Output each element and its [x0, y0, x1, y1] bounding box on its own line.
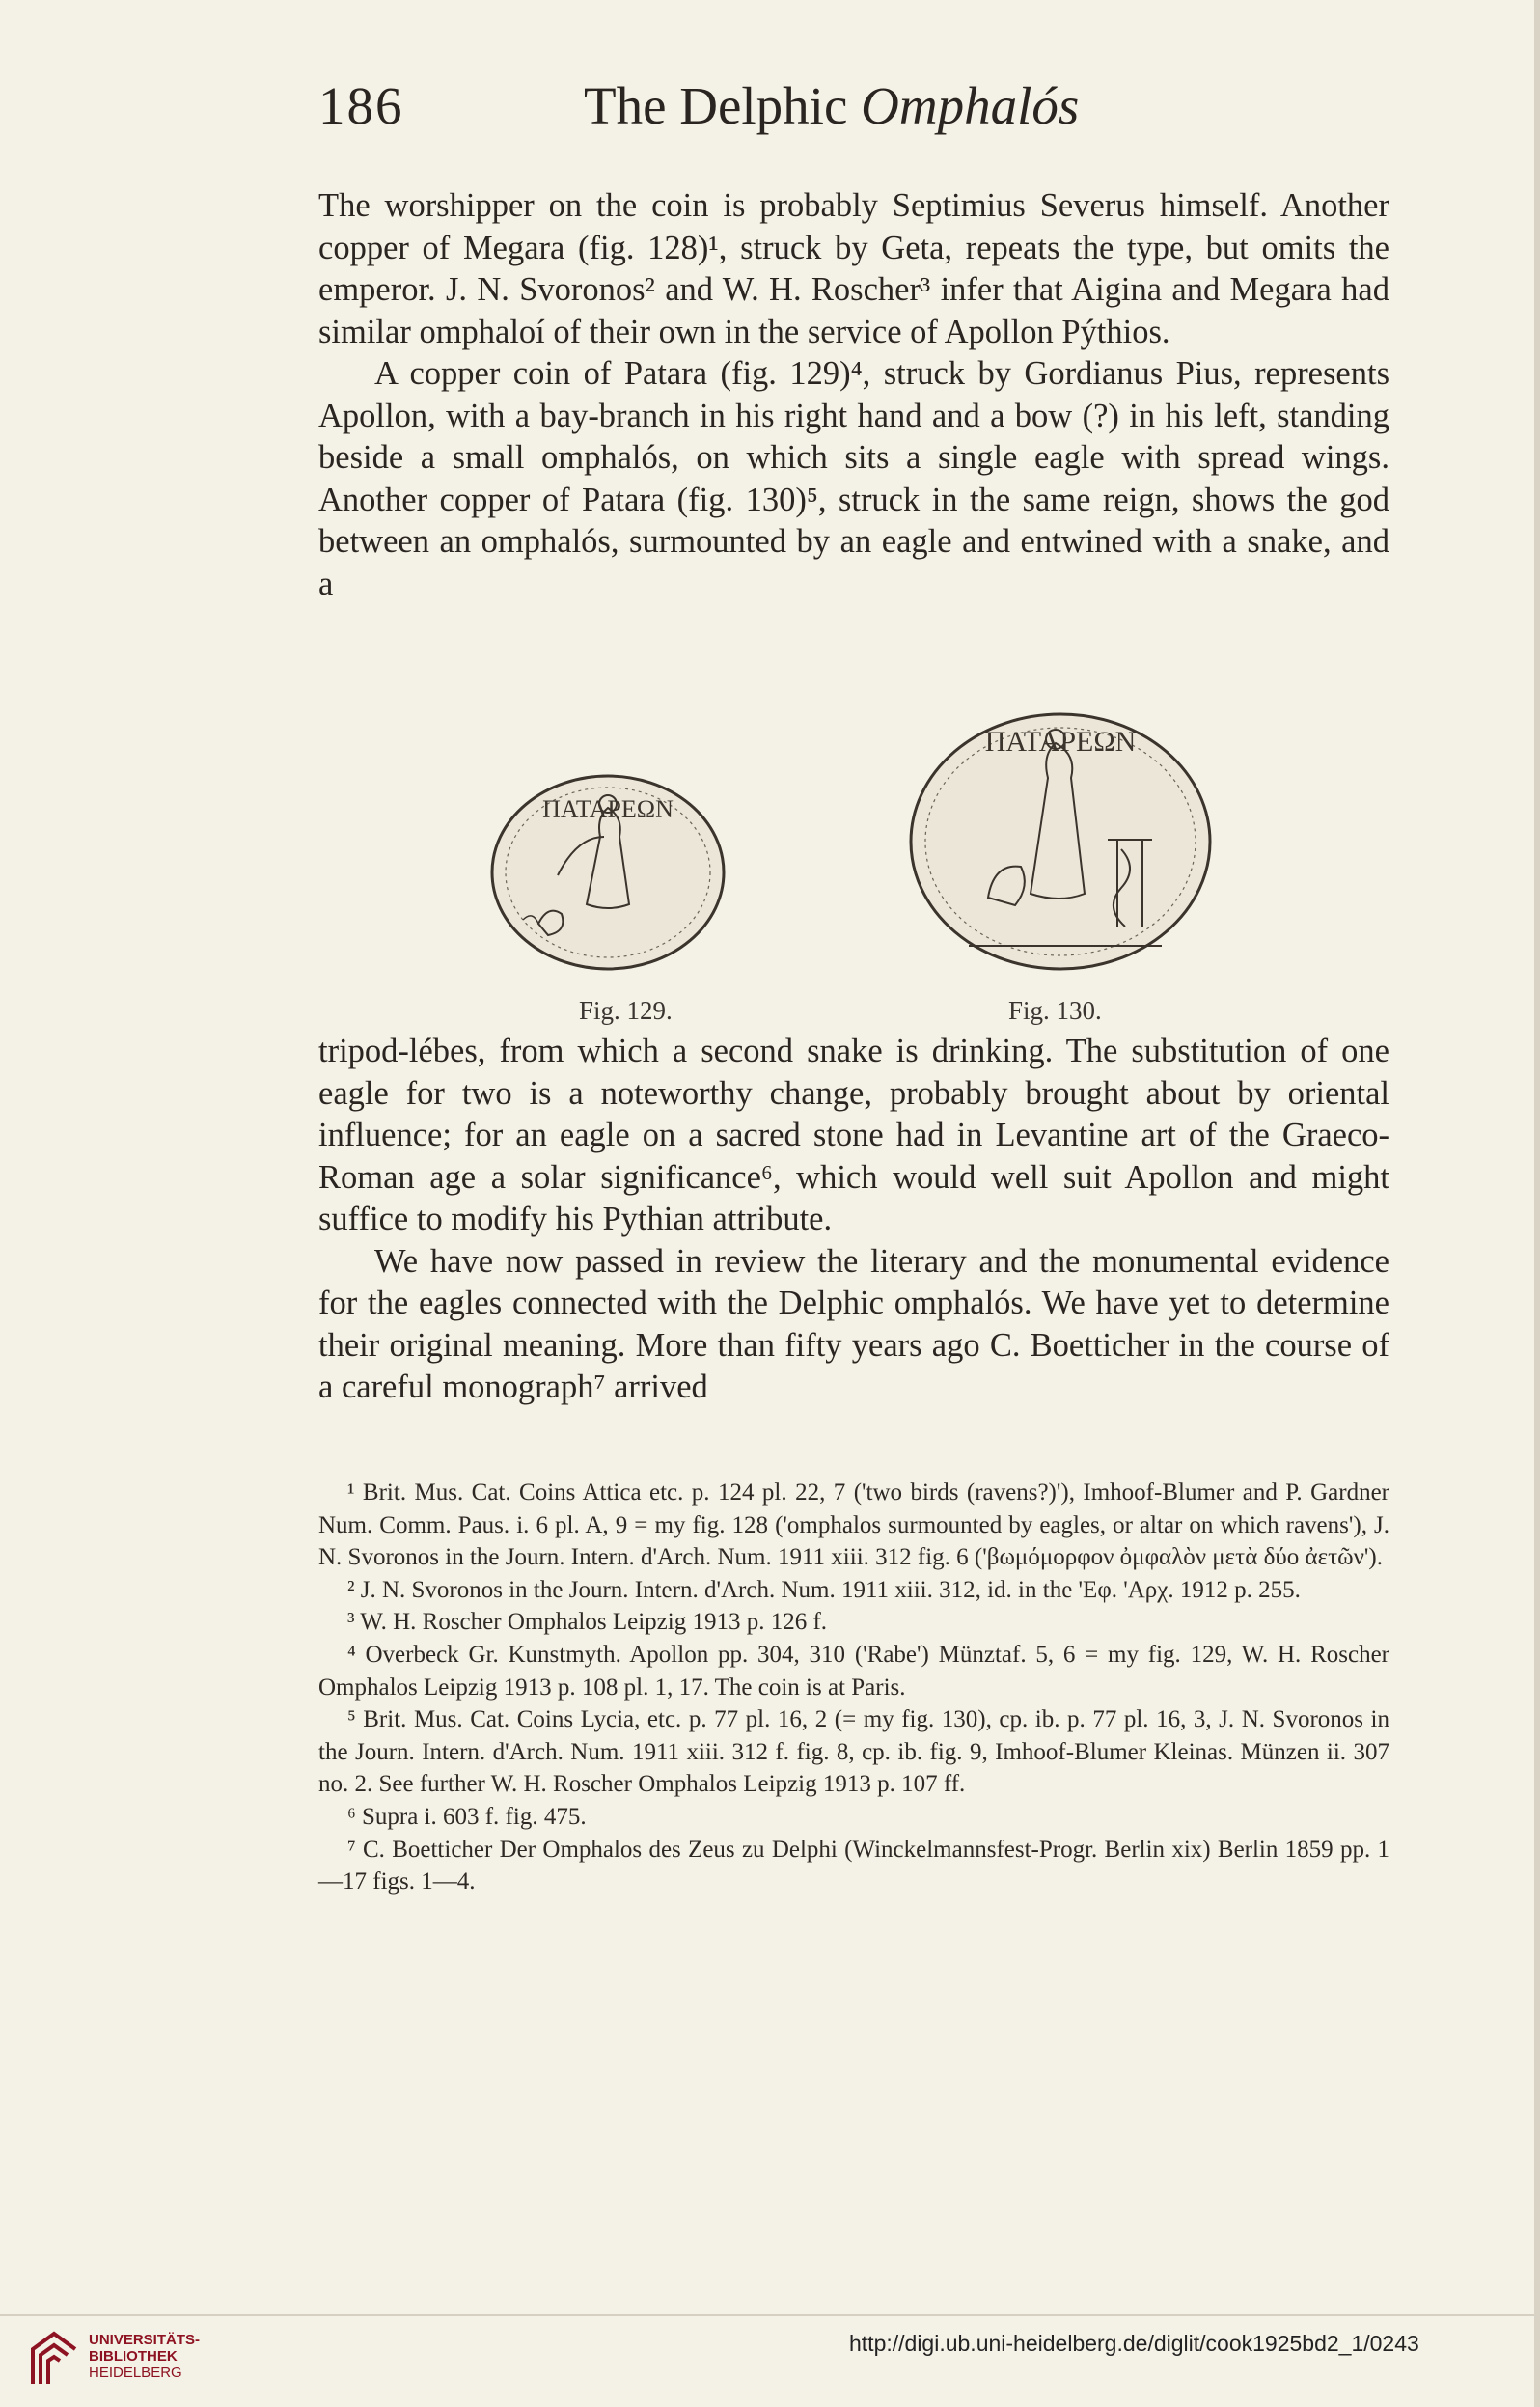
paragraph: tripod-lébes, from which a second snake is drinking. The substitution of one eagle for two is a noteworthy change, probably brought about by oriental influence; for an eagle on a sacred stone had in Levantine art of the Graeco-Roman age a solar significance⁶, which would well suit Apollon and might suffice to modify his Pythian attribute.	[318, 1033, 1389, 1237]
footnote: ² J. N. Svoronos in the Journ. Intern. d'Arch. Num. 1911 xiii. 312, id. in the 'Εφ. 'Αρχ. 1912 p. 255.	[347, 1576, 1301, 1603]
logo-line: BIBLIOTHEK	[89, 2348, 178, 2365]
logo-line: HEIDELBERG	[89, 2365, 182, 2381]
footnote: ⁴ Overbeck Gr. Kunstmyth. Apollon pp. 304, 310 ('Rabe') Münztaf. 5, 6 = my fig. 129, W. H. Roscher Omphalos Leipzig 1913 p. 108 pl. 1, 17. The coin is at Paris.	[318, 1641, 1389, 1701]
coin-legend: ΠΑΤΑΡΕΩΝ	[542, 795, 674, 823]
coin-fig-130-image	[901, 705, 1220, 980]
footnote: ³ W. H. Roscher Omphalos Leipzig 1913 p. 126 f.	[347, 1609, 828, 1636]
library-logo-text	[89, 2332, 200, 2381]
paragraph: A copper coin of Patara (fig. 129)⁴, struck by Gordianus Pius, represents Apollon, with a bay-branch in his right hand and a bow (?) in his left, standing beside a small omphalós, on which sits a single eagle with spread wings. Another copper of Patara (fig. 130)⁵, struck in the same reign, shows the god between an omphalós, surmounted by an eagle and entwined with a snake, and a	[318, 355, 1389, 602]
body-text-lower	[318, 1031, 1389, 1409]
library-logo	[29, 2326, 241, 2393]
logo-line: UNIVERSITÄTS-	[89, 2332, 201, 2348]
running-title-text: The Delphic	[584, 76, 848, 135]
footnote: ¹ Brit. Mus. Cat. Coins Attica etc. p. 124 pl. 22, 7 ('two birds (ravens?)'), Imhoof-Blumer and P. Gardner Num. Comm. Paus. i. 6 pl. A, 9 = my fig. 128 ('omphalos surmounted by eagles, or altar on which ravens'), J. N. Svoronos in the Journ. Intern. d'Arch. Num. 1911 xiii. 312 fig. 6 ('βωμόμορφον ὀμφαλὸν μετὰ δύο ἀετῶν').	[318, 1480, 1389, 1571]
library-logo-icon	[29, 2328, 79, 2388]
running-header	[318, 75, 1389, 152]
footnote: ⁶ Supra i. 603 f. fig. 475.	[347, 1803, 587, 1830]
footnote: ⁷ C. Boetticher Der Omphalos des Zeus zu Delphi (Winckelmannsfest-Progr. Berlin xix) Berlin 1859 pp. 1—17 figs. 1—4.	[318, 1836, 1389, 1895]
permalink-url[interactable]: http://digi.ub.uni-heidelberg.de/diglit/cook1925bd2_1/0243	[849, 2331, 1419, 2356]
footnote: ⁵ Brit. Mus. Cat. Coins Lycia, etc. p. 77 pl. 16, 2 (= my fig. 130), cp. ib. p. 77 pl. 16, 3, J. N. Svoronos in the Journ. Intern. d'Arch. Num. 1911 xiii. 312 f. fig. 8, cp. ib. fig. 9, Imhoof-Blumer Kleinas. Münzen ii. 307 no. 2. See further W. H. Roscher Omphalos Leipzig 1913 p. 107 ff.	[318, 1706, 1389, 1798]
figure-caption-129: Fig. 129.	[579, 996, 673, 1025]
body-text-upper	[318, 185, 1389, 605]
paragraph: We have now passed in review the literary and the monumental evidence for the eagles connected with the Delphic omphalós. We have yet to determine their original meaning. More than fifty years ago C. Boetticher in the course of a careful monograph⁷ arrived	[318, 1242, 1389, 1405]
page-edge	[1534, 0, 1540, 2407]
page-number: 186	[318, 76, 404, 135]
paragraph: The worshipper on the coin is probably Septimius Severus himself. Another copper of Megara (fig. 128)¹, struck by Geta, repeats the type, but omits the emperor. J. N. Svoronos² and W. H. Roscher³ infer that Aigina and Megara had similar omphaloí of their own in the service of Apollon Pýthios.	[318, 187, 1389, 350]
figure-caption-130: Fig. 130.	[1008, 996, 1102, 1025]
coin-fig-129-image	[481, 769, 736, 977]
footer-divider	[0, 2314, 1534, 2316]
running-title-italic: Omphalós	[861, 76, 1080, 135]
coin-legend: ΠΑΤΑΡΕΩΝ	[984, 726, 1137, 758]
coin-figures	[318, 685, 1389, 1023]
footnotes	[318, 1477, 1389, 1898]
running-title	[584, 75, 1079, 136]
